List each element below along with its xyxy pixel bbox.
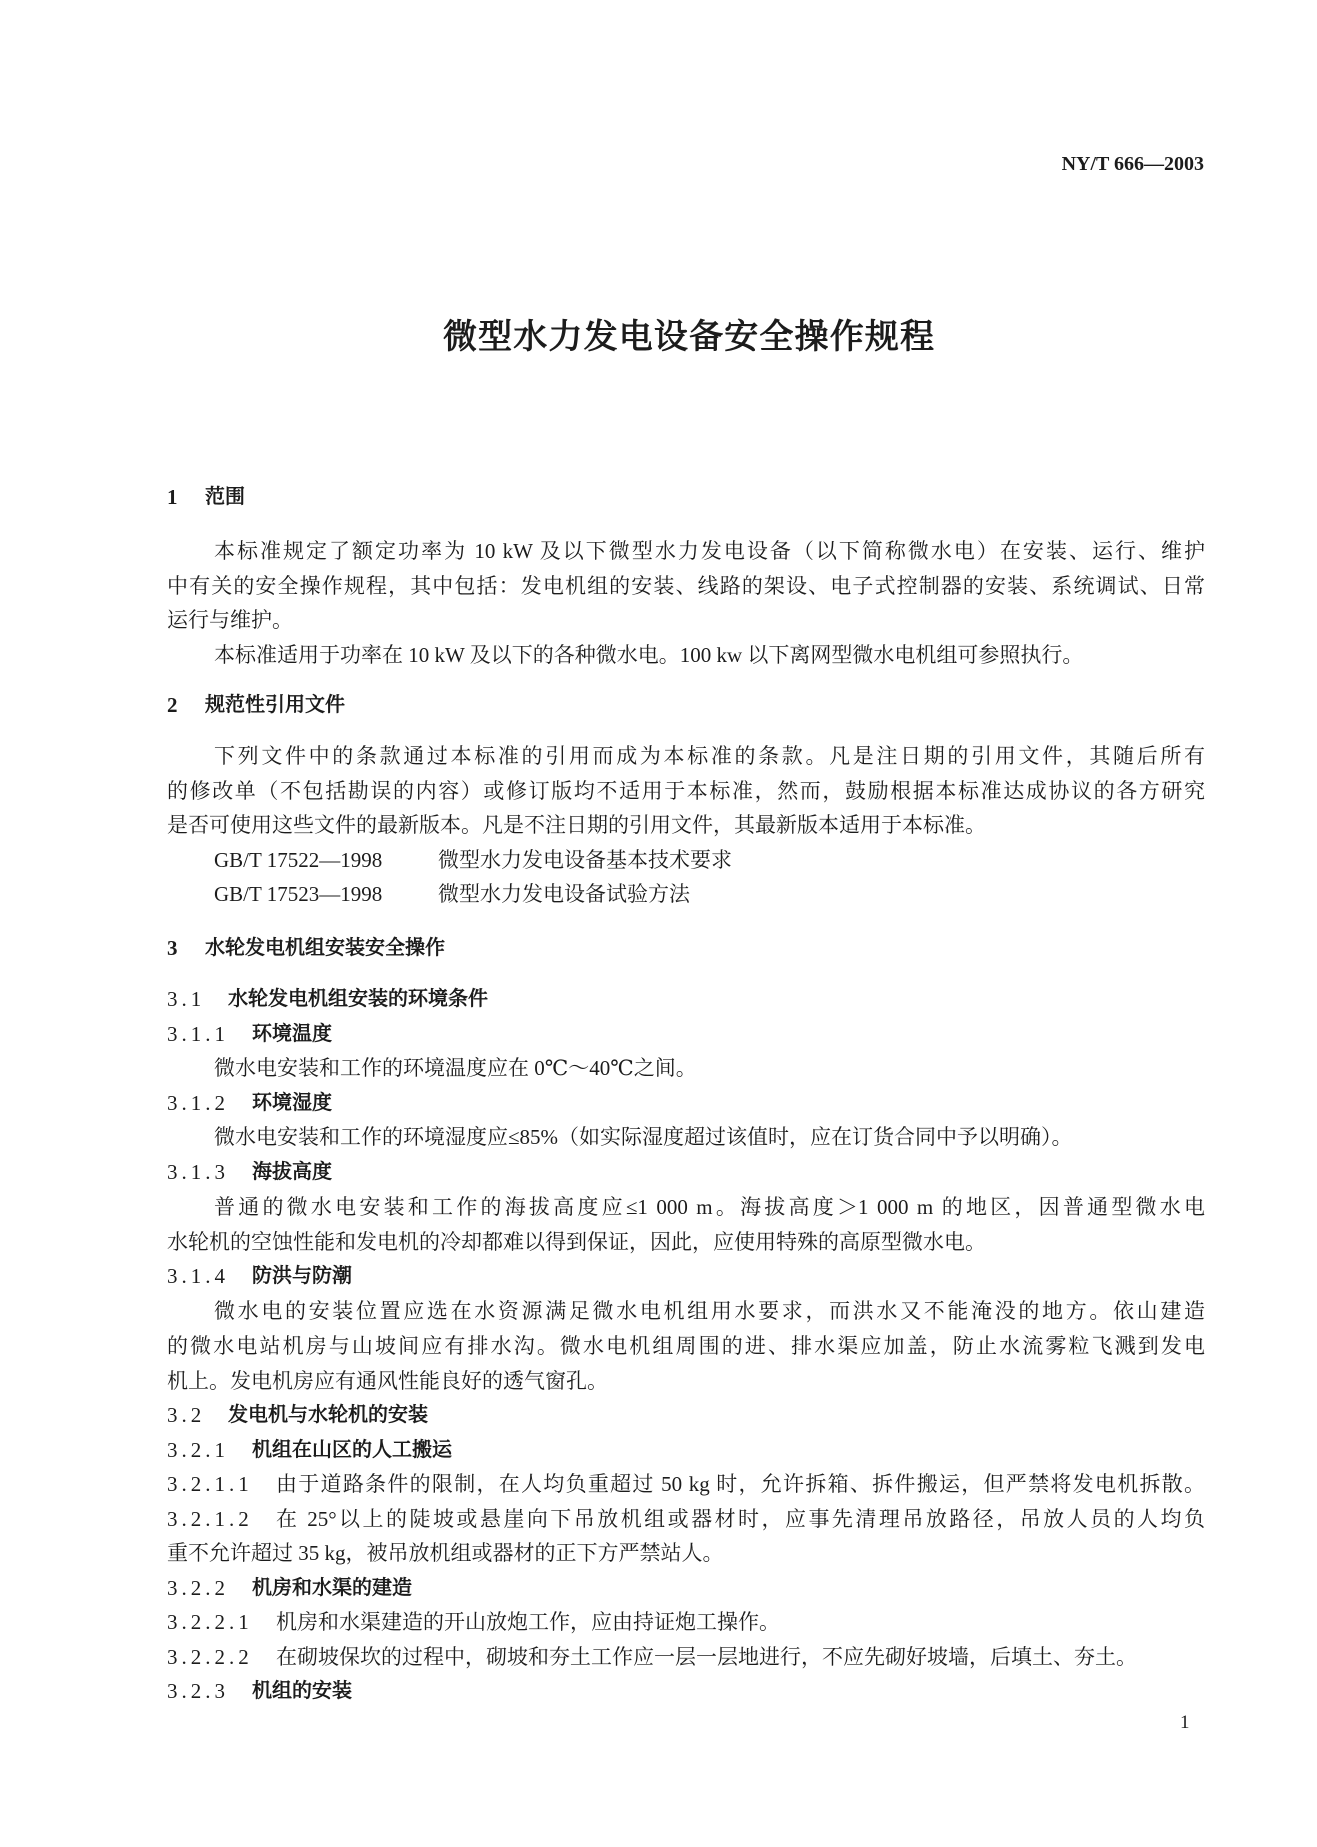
item-number: 3.2.1.1 (167, 1472, 253, 1496)
page-number: 1 (1180, 1712, 1190, 1733)
clause-heading: 防洪与防潮 (252, 1265, 352, 1287)
clause-number: 3.2.1 (167, 1438, 229, 1462)
clause-heading: 环境温度 (252, 1023, 332, 1045)
paragraph-line: 中有关的安全操作规程，其中包括：发电机组的安装、线路的架设、电子式控制器的安装、系统调试、日常 (167, 574, 1205, 598)
clause-text-line: 机上。发电机房应有通风性能良好的透气窗孔。 (167, 1369, 608, 1393)
item-number: 3.2.1.2 (167, 1507, 253, 1531)
clause-heading: 机组的安装 (252, 1680, 352, 1702)
item-text-line: 重不允许超过 35 kg，被吊放机组或器材的正下方严禁站人。 (167, 1541, 724, 1565)
section-number: 3 (167, 936, 178, 960)
document-title: 微型水力发电设备安全操作规程 (443, 318, 934, 356)
item-number: 3.2.2.1 (167, 1610, 253, 1634)
paragraph-line: 下列文件中的条款通过本标准的引用而成为本标准的条款。凡是注日期的引用文件，其随后所有 (214, 744, 1205, 768)
item-text-line: 由于道路条件的限制，在人均负重超过 50 kg 时，允许拆箱、拆件搬运，但严禁将发电机拆散。 (276, 1472, 1205, 1496)
section-number: 1 (167, 485, 178, 509)
paragraph-line: 是否可使用这些文件的最新版本。凡是不注日期的引用文件，其最新版本适用于本标准。 (167, 813, 986, 837)
paragraph-line: 运行与维护。 (167, 608, 293, 632)
subsection-heading: 发电机与水轮机的安装 (228, 1404, 428, 1426)
subsection-heading: 水轮发电机组安装的环境条件 (228, 988, 488, 1010)
clause-number: 3.1.4 (167, 1264, 229, 1288)
document-code: NY/T 666—2003 (1061, 153, 1204, 175)
clause-heading: 海拔高度 (252, 1161, 332, 1183)
clause-text-line: 微水电安装和工作的环境温度应在 0℃～40℃之间。 (214, 1056, 697, 1080)
section-heading-normative-references: 规范性引用文件 (205, 694, 345, 716)
paragraph-line: 的修改单（不包括勘误的内容）或修订版均不适用于本标准，然而，鼓励根据本标准达成协议的各方研究 (167, 779, 1205, 803)
clause-heading: 机组在山区的人工搬运 (252, 1439, 452, 1461)
section-number: 2 (167, 693, 178, 717)
clause-number: 3.1.2 (167, 1091, 229, 1115)
clause-number: 3.2.2 (167, 1576, 229, 1600)
item-number: 3.2.2.2 (167, 1645, 253, 1669)
section-heading-installation-safety: 水轮发电机组安装安全操作 (205, 937, 445, 959)
clause-text-line: 普通的微水电安装和工作的海拔高度应≤1 000 m。海拔高度＞1 000 m 的地区，因普通型微水电 (214, 1195, 1205, 1219)
reference-code: GB/T 17523—1998 (214, 882, 383, 906)
clause-heading: 机房和水渠的建造 (252, 1577, 412, 1599)
subsection-number: 3.2 (167, 1403, 206, 1427)
item-text-line: 在 25°以上的陡坡或悬崖向下吊放机组或器材时，应事先清理吊放路径，吊放人员的人均负 (276, 1507, 1205, 1531)
reference-code: GB/T 17522—1998 (214, 848, 383, 872)
clause-number: 3.2.3 (167, 1679, 229, 1703)
paragraph-line: 本标准规定了额定功率为 10 kW 及以下微型水力发电设备（以下简称微水电）在安装、运行、维护 (214, 539, 1205, 563)
clause-text-line: 的微水电站机房与山坡间应有排水沟。微水电机组周围的进、排水渠应加盖，防止水流雾粒飞溅到发电 (167, 1334, 1205, 1358)
clause-text-line: 微水电的安装位置应选在水资源满足微水电机组用水要求，而洪水又不能淹没的地方。依山建造 (214, 1299, 1205, 1323)
subsection-number: 3.1 (167, 987, 206, 1011)
reference-name: 微型水力发电设备试验方法 (438, 882, 690, 906)
clause-number: 3.1.1 (167, 1022, 229, 1046)
clause-text-line: 微水电安装和工作的环境湿度应≤85%（如实际湿度超过该值时，应在订货合同中予以明确）。 (214, 1125, 1073, 1149)
item-text-line: 在砌坡保坎的过程中，砌坡和夯土工作应一层一层地进行，不应先砌好坡墙，后填土、夯土。 (276, 1645, 1137, 1669)
paragraph-line: 本标准适用于功率在 10 kW 及以下的各种微水电。100 kw 以下离网型微水电机组可参照执行。 (214, 643, 1084, 667)
reference-name: 微型水力发电设备基本技术要求 (438, 848, 732, 872)
item-text-line: 机房和水渠建造的开山放炮工作，应由持证炮工操作。 (276, 1610, 780, 1634)
clause-text-line: 水轮机的空蚀性能和发电机的冷却都难以得到保证，因此，应使用特殊的高原型微水电。 (167, 1230, 986, 1254)
section-heading-scope: 范围 (205, 486, 245, 508)
clause-heading: 环境湿度 (252, 1092, 332, 1114)
clause-number: 3.1.3 (167, 1160, 229, 1184)
